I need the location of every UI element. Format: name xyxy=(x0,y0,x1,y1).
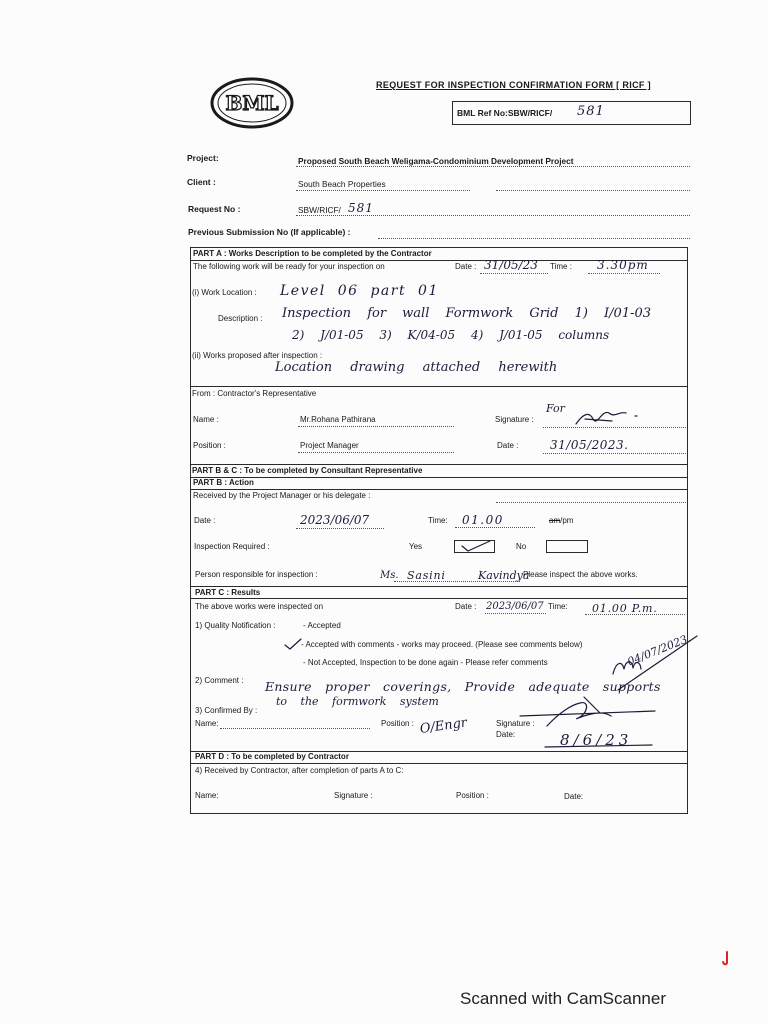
confirmed-name-label: Name: xyxy=(195,719,219,728)
divider xyxy=(190,489,688,490)
approval-date: 04/07/2023. xyxy=(625,631,693,669)
contractor-rep-heading: From : Contractor's Representative xyxy=(192,389,317,398)
person-responsible-label: Person responsible for inspection : xyxy=(195,570,318,579)
divider xyxy=(190,386,688,387)
option-not-accepted: - Not Accepted, Inspection to be done again - Please refer comments xyxy=(303,658,548,667)
rep-position-label: Position : xyxy=(193,441,226,450)
dotted-line xyxy=(296,190,470,191)
confirmed-date-value: 8/6/23 xyxy=(560,731,633,749)
part-c-date-label: Date : xyxy=(455,602,477,611)
inspection-required-label: Inspection Required : xyxy=(194,542,270,551)
rep-position-value: Project Manager xyxy=(300,441,359,450)
request-number: 581 xyxy=(348,201,374,215)
dotted-line xyxy=(455,527,535,528)
quality-notification-label: 1) Quality Notification : xyxy=(195,621,276,630)
part-c-date-value: 2023/06/07 xyxy=(486,601,544,612)
previous-submission-label: Previous Submission No (If applicable) : xyxy=(188,227,351,237)
part-c-heading: PART C : Results xyxy=(195,588,261,597)
received-by-label: Received by the Project Manager or his delegate : xyxy=(193,491,371,500)
dotted-line xyxy=(585,614,685,615)
work-location-value: Level 06 part 01 xyxy=(280,283,439,299)
dotted-line xyxy=(496,190,690,191)
dotted-line xyxy=(496,502,686,503)
person-title: Ms. xyxy=(380,570,399,581)
dotted-line xyxy=(480,273,548,274)
project-label: Project: xyxy=(187,153,219,163)
description-label: Description : xyxy=(218,314,263,323)
works-proposed-label: (ii) Works proposed after inspection : xyxy=(192,351,323,360)
dotted-line xyxy=(394,581,520,582)
part-a-time-label: Time : xyxy=(550,262,572,271)
request-label: Request No : xyxy=(188,204,241,214)
ready-text: The following work will be ready for your inspection on xyxy=(193,262,385,271)
ref-label: BML Ref No:SBW/RICF/ xyxy=(457,108,553,118)
divider xyxy=(190,464,688,465)
dotted-line xyxy=(220,728,370,729)
dotted-line xyxy=(543,427,686,428)
confirmed-position-value: O/Engr xyxy=(418,715,469,737)
part-a-heading: PART A : Works Description to be completed by the Contractor xyxy=(193,249,432,258)
rep-signature-note: For xyxy=(546,402,565,415)
part-b-time-label: Time: xyxy=(428,516,448,525)
divider xyxy=(190,598,688,599)
am-pm-label xyxy=(549,516,573,526)
client-label: Client : xyxy=(187,177,216,187)
dotted-line xyxy=(588,273,660,274)
work-location-label: (i) Work Location : xyxy=(192,288,257,297)
comment-label: 2) Comment : xyxy=(195,676,244,685)
person-last-name: Kavindya xyxy=(478,569,530,582)
description-line-1: Inspection for wall Formwork Grid 1) I/01-03 xyxy=(282,306,652,321)
no-label: No xyxy=(516,542,527,551)
request-prefix: SBW/RICF/ xyxy=(298,205,341,215)
part-bc-heading: PART B & C : To be completed by Consultant Representative xyxy=(192,466,423,475)
inspected-on-text: The above works were inspected on xyxy=(195,602,324,611)
project-value: Proposed South Beach Weligama-Condominium Development Project xyxy=(298,156,574,166)
part-a-date-value: 31/05/23 xyxy=(484,258,538,272)
dotted-line xyxy=(296,166,690,167)
bml-logo xyxy=(210,77,294,129)
part-a-time-value: 3.30pm xyxy=(597,258,649,272)
rep-date-label: Date : xyxy=(497,441,519,450)
dotted-line xyxy=(485,613,546,614)
dotted-line xyxy=(296,215,690,216)
ref-number-box xyxy=(452,101,691,125)
red-mark xyxy=(723,952,727,964)
part-d-date-label: Date: xyxy=(564,792,584,801)
ref-number: 581 xyxy=(577,104,605,119)
divider xyxy=(190,763,688,764)
part-d-name-label: Name: xyxy=(195,791,219,800)
description-line-2: 2) J/01-05 3) K/04-05 4) J/01-05 columns xyxy=(292,328,610,342)
rep-name-label: Name : xyxy=(193,415,219,424)
works-proposed-value: Location drawing attached herewith xyxy=(275,360,558,375)
scanner-watermark: Scanned with CamScanner xyxy=(460,989,667,1008)
inspection-instruction: Please inspect the above works. xyxy=(523,570,638,579)
option-accepted-with-comments: - Accepted with comments - works may proceed. (Please see comments below) xyxy=(301,640,583,649)
confirmed-signature-label: Signature : xyxy=(496,719,535,728)
pm-suffix: /pm xyxy=(560,516,574,525)
part-d-heading: PART D : To be completed by Contractor xyxy=(195,752,349,761)
dotted-line xyxy=(543,453,686,454)
part-c-time-label: Time: xyxy=(548,602,568,611)
form-title: REQUEST FOR INSPECTION CONFIRMATION FORM [ RICF ] xyxy=(376,80,651,90)
comment-line-2: to the formwork system xyxy=(276,695,439,708)
part-b-date-label: Date : xyxy=(194,516,216,525)
rep-signature-label: Signature : xyxy=(495,415,534,424)
logo-text: BML xyxy=(225,91,279,115)
divider xyxy=(190,477,688,478)
confirmed-by-label: 3) Confirmed By : xyxy=(195,706,258,715)
yes-label: Yes xyxy=(409,542,423,551)
part-c-time-value: 01.00 P.m. xyxy=(592,602,658,615)
part-d-signature-label: Signature : xyxy=(334,791,373,800)
dotted-line xyxy=(296,528,384,529)
confirmed-position-label: Position : xyxy=(381,719,414,728)
dotted-line xyxy=(378,238,690,239)
rep-name-value: Mr.Rohana Pathirana xyxy=(300,415,376,424)
comment-line-1: Ensure proper coverings, Provide adequate supports xyxy=(265,679,661,694)
part-b-date-value: 2023/06/07 xyxy=(300,513,370,527)
part-a-date-label: Date : xyxy=(455,262,477,271)
part-b-time-value: 01.00 xyxy=(462,513,504,527)
part-d-position-label: Position : xyxy=(456,791,489,800)
dotted-line xyxy=(298,426,454,427)
am-struck: am xyxy=(549,516,561,525)
part-b-heading: PART B : Action xyxy=(193,478,254,487)
confirmed-date-label: Date: xyxy=(496,730,516,739)
rep-date-value: 31/05/2023. xyxy=(550,438,629,452)
dotted-line xyxy=(298,452,454,453)
no-checkbox xyxy=(546,540,588,553)
received-by-contractor-text: 4) Received by Contractor, after completion of parts A to C: xyxy=(195,766,404,775)
option-accepted: - Accepted xyxy=(303,621,341,630)
yes-checkbox xyxy=(454,540,495,553)
person-first-name: Sasini xyxy=(407,569,446,582)
divider xyxy=(190,586,688,587)
client-value: South Beach Properties xyxy=(298,179,386,189)
